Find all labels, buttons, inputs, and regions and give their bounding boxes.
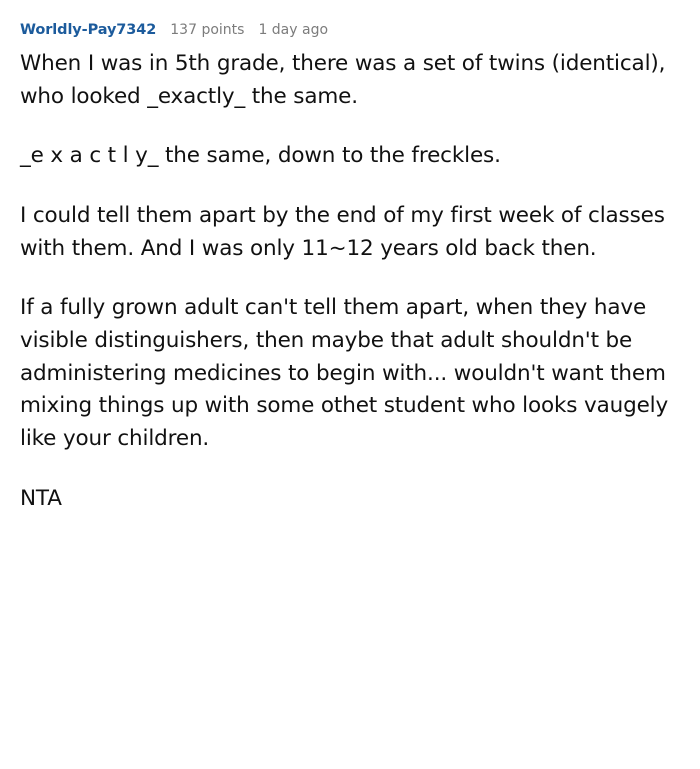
comment-timestamp: 1 day ago [258, 22, 329, 38]
comment-points: 137 points [170, 22, 245, 38]
comment-paragraph: When I was in 5th grade, there was a set of twins (identical), who looked _exactly_ the same. [20, 51, 673, 109]
comment-paragraph: I could tell them apart by the end of my first week of classes with them. And I was only 11~12 years old back then. [20, 203, 672, 261]
comment-author[interactable]: Worldly-Pay7342 [20, 22, 157, 38]
comment-meta [20, 22, 680, 38]
comment-paragraph: NTA [20, 485, 62, 511]
comment-paragraph: _e x a c t l y_ the same, down to the freckles. [20, 143, 501, 169]
comment-paragraph: If a fully grown adult can't tell them apart, when they have visible distinguishers, then maybe that adult shouldn't be administering medicines to begin with... wouldn't want them mixing things up with some othet student who looks vaugely like your children. [20, 295, 675, 452]
comment-body [20, 48, 680, 515]
